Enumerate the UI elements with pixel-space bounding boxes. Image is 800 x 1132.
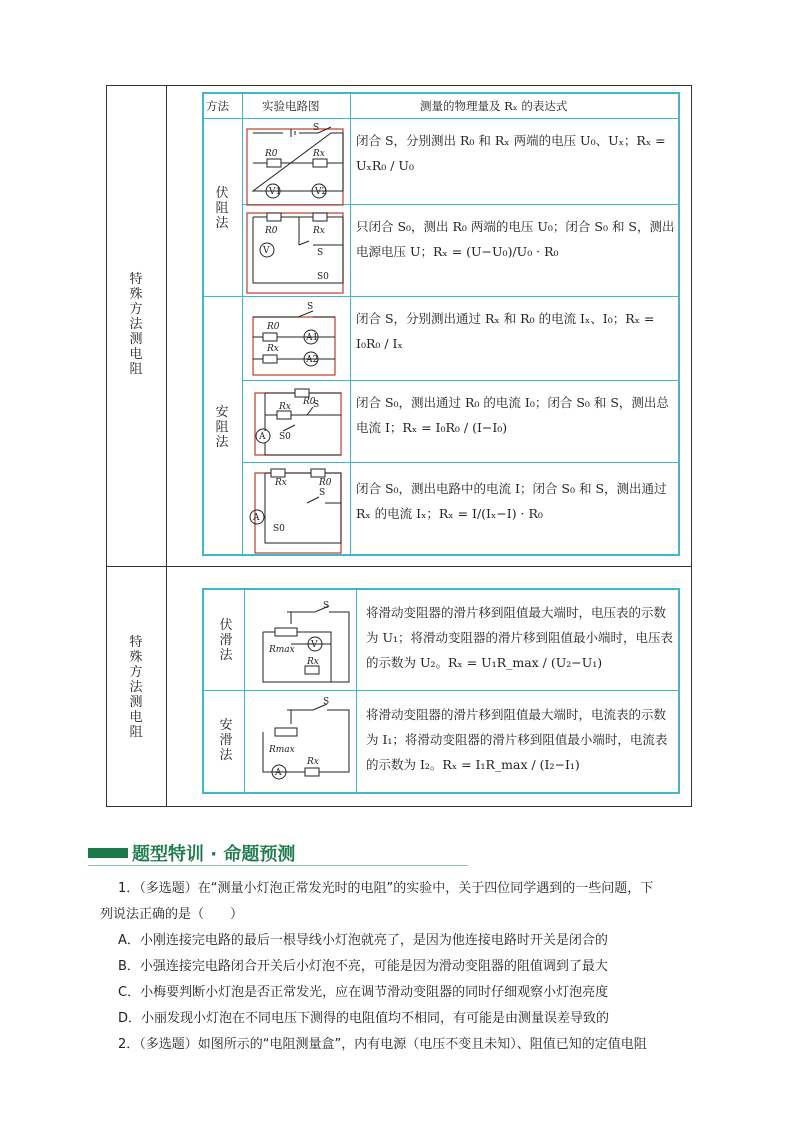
banner-underline — [88, 865, 468, 866]
svg-text:V: V — [311, 640, 318, 650]
option-a: A．小刚连接完电路的最后一根导线小灯泡就亮了，是因为他连接电路时开关是闭合的 — [118, 933, 608, 948]
circuit-1 — [247, 123, 343, 205]
option-d: D．小丽发现小灯泡在不同电压下测得的电阻值均不相同，有可能是由测量误差导致的 — [118, 1011, 610, 1026]
svg-text:Rx: Rx — [267, 344, 279, 354]
svg-text:A: A — [259, 432, 266, 442]
method-ammeter-rheostat: 安滑法 — [219, 718, 233, 763]
header-expression: 测量的物理量及 Rₓ 的表达式 — [420, 99, 568, 113]
circuit-2 — [247, 213, 343, 293]
circuit-diagrams-1 — [243, 119, 350, 555]
svg-text:R0: R0 — [267, 322, 280, 332]
svg-text:S0: S0 — [279, 432, 291, 442]
row-1-text: 闭合 S，分别测出 R₀ 和 Rₓ 两端的电压 U₀、Uₓ；Rₓ = UₓR₀ / U₀ — [356, 133, 666, 173]
svg-text:Rx: Rx — [307, 657, 319, 667]
side-divider — [166, 85, 167, 807]
svg-text:S: S — [307, 302, 314, 312]
svg-text:Rx: Rx — [307, 757, 319, 767]
svg-text:S: S — [317, 248, 324, 258]
svg-text:Rx: Rx — [275, 478, 287, 488]
svg-text:S: S — [319, 488, 326, 498]
svg-text:S: S — [313, 123, 320, 133]
svg-text:A: A — [253, 513, 260, 523]
method-voltmeter-resistor: 伏阻法 — [215, 186, 229, 231]
circuit-diagrams-2 — [245, 590, 355, 792]
method-ammeter-resistor: 安阻法 — [215, 405, 229, 450]
svg-text:Rmax: Rmax — [269, 645, 295, 655]
svg-text:A: A — [275, 768, 282, 778]
svg-text:R0: R0 — [319, 478, 332, 488]
question-1-line-1: 1．（多选题）在“测量小灯泡正常发光时的电阻”的实验中，关于四位同学遇到的一些问题，下 — [118, 881, 654, 896]
svg-text:Rx: Rx — [313, 149, 325, 159]
svg-text:S: S — [313, 400, 320, 410]
header-circuit: 实验电路图 — [262, 99, 320, 113]
svg-text:V2: V2 — [315, 187, 328, 197]
option-c: C．小梅要判断小灯泡是否正常发光，应在调节滑动变阻器的同时仔细观察小灯泡亮度 — [118, 985, 609, 1000]
svg-text:V: V — [263, 246, 270, 256]
banner-bar — [88, 848, 128, 858]
circuit-4 — [255, 389, 341, 455]
svg-text:S: S — [323, 697, 330, 707]
circuit-7 — [263, 697, 349, 779]
question-2-line-1: 2．（多选题）如图所示的“电阻测量盒”，内有电源（电压不变且未知）、阻值已知的定值电阻 — [118, 1037, 647, 1052]
svg-text:S0: S0 — [317, 272, 329, 282]
rheostat-row-1-text: 将滑动变阻器的滑片移到阻值最大端时，电压表的示数为 U₁；将滑动变阻器的滑片移到阻值最小端时，电压表的示数为 U₂。Rₓ = U₁R_max / (U₂−U₁) — [366, 605, 674, 670]
svg-text:R0: R0 — [265, 149, 278, 159]
question-1-line-2: 列说法正确的是（ ） — [100, 907, 244, 922]
svg-text:Rx: Rx — [279, 402, 291, 412]
header-method: 方法 — [206, 99, 229, 113]
svg-text:Rmax: Rmax — [269, 745, 295, 755]
circuit-5 — [250, 469, 341, 553]
svg-text:S0: S0 — [273, 524, 285, 534]
side-label-2: 特殊方法测电阻 — [129, 635, 143, 740]
svg-text:V1: V1 — [269, 187, 282, 197]
side-label-1: 特殊方法测电阻 — [129, 272, 143, 377]
row-4-text: 闭合 S₀，测出通过 R₀ 的电流 I₀；闭合 S₀ 和 S，测出总电流 I；Rₓ = I₀R₀ / (I−I₀) — [356, 395, 669, 435]
circuit-6 — [263, 601, 349, 682]
option-b: B．小强连接完电路闭合开关后小灯泡不亮，可能是因为滑动变阻器的阻值调到了最大 — [118, 959, 608, 974]
svg-text:Rx: Rx — [313, 226, 325, 236]
row-3-text: 闭合 S，分别测出通过 Rₓ 和 R₀ 的电流 Iₓ、I₀；Rₓ = I₀R₀ / Iₓ — [356, 311, 655, 351]
row-2-text: 只闭合 S₀，测出 R₀ 两端的电压 U₀；闭合 S₀ 和 S，测出电源电压 U；Rₓ = (U−U₀)/U₀ · R₀ — [356, 219, 675, 259]
svg-text:A2: A2 — [306, 355, 319, 365]
row-5-text: 闭合 S₀，测出电路中的电流 I；闭合 S₀ 和 S，测出通过 Rₓ 的电流 Iₓ；Rₓ = I/(Iₓ−I) · R₀ — [356, 481, 667, 521]
circuit-3 — [253, 302, 335, 375]
svg-text:R0: R0 — [303, 397, 316, 407]
section-divider — [106, 566, 692, 567]
method-voltmeter-rheostat: 伏滑法 — [219, 618, 233, 663]
svg-text:A1: A1 — [306, 333, 319, 343]
section-banner: 题型特训 · 命题预测 — [132, 844, 296, 865]
svg-text:R0: R0 — [265, 226, 278, 236]
svg-text:S: S — [323, 601, 330, 611]
rheostat-row-2-text: 将滑动变阻器的滑片移到阻值最大端时，电流表的示数为 I₁；将滑动变阻器的滑片移到阻值最小端时，电流表的示数为 I₂。Rₓ = I₁R_max / (I₂−I₁) — [366, 707, 668, 772]
